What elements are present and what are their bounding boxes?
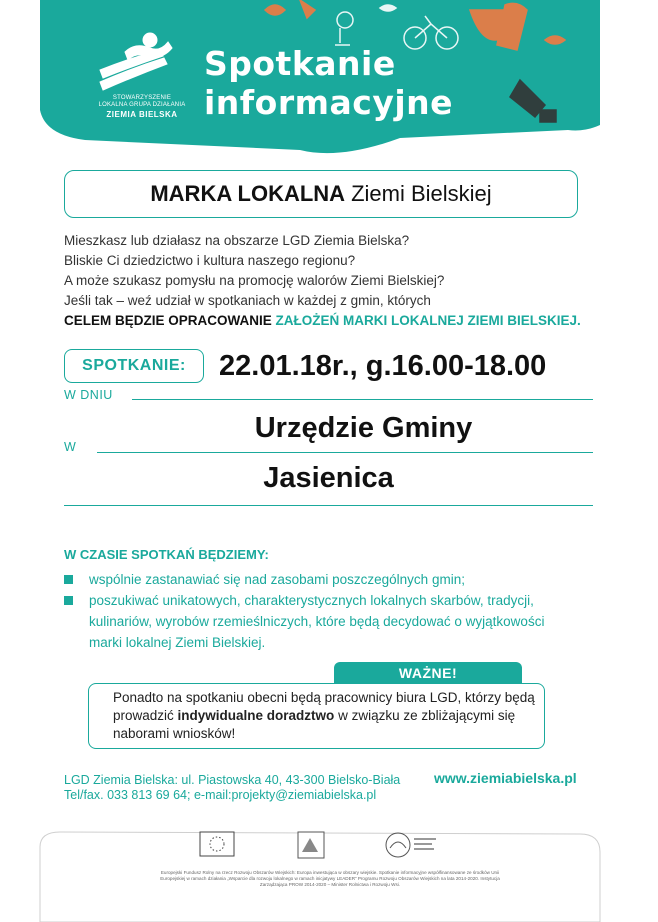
- main-title-bold: MARKA LOKALNA: [150, 181, 346, 206]
- date-label: W DNIU: [64, 388, 113, 402]
- date-underline: [132, 399, 593, 400]
- footer-contact: Tel/fax. 033 813 69 64; e-mail:projekty@ziemiabielska.pl: [64, 788, 377, 802]
- important-box: [88, 683, 545, 749]
- list-item: [64, 590, 579, 653]
- during-list: [64, 569, 579, 653]
- goal-prefix: CELEM BĘDZIE OPRACOWANIE: [64, 313, 272, 328]
- place-underline-2: [64, 505, 593, 506]
- intro-line3: A może szukasz pomysłu na promocję walorów Ziemi Bielskiej?: [64, 273, 445, 288]
- leader-logo-icon: [298, 832, 324, 858]
- meeting-date-value: 22.01.18r., g.16.00-18.00: [219, 350, 547, 382]
- eu-logos-panel: [0, 812, 658, 922]
- meeting-label-box: SPOTKANIE:: [64, 349, 204, 383]
- org-name-block: [92, 95, 192, 120]
- main-title-regular: Ziemi Bielskiej: [351, 181, 492, 206]
- eu-funding-caption: Europejski Fundusz Rolny na rzecz Rozwoju Obszarów Wiejskich: Europa inwestująca w obszary wiejskie. Spotkanie informacyjne współfinansowane ze środków Unii Europejskiej w ramach działania „Wsparcie dla rozwoju lokalnego w ramach inicjatywy LEADER” Programu Rozwoju Obszarów Wiejskich na lata 2014-2020. Instytucja Zarządzająca PROW 2014-2020 – Minister Rolnictwa i Rozwoju Wsi.: [160, 870, 500, 887]
- intro-line2: Bliskie Ci dziedzictwo i kultura naszego regionu?: [64, 253, 356, 268]
- intro-text: [64, 231, 581, 331]
- footer-website-link[interactable]: www.ziemiabielska.pl: [434, 770, 577, 786]
- eu-flag-icon: [200, 832, 234, 856]
- bullet-square-icon: [64, 575, 73, 584]
- goal-highlight: ZAŁOŻEŃ MARKI LOKALNEJ ZIEMI BIELSKIEJ.: [275, 313, 581, 328]
- place-line1: Urzędzie Gminy: [254, 412, 473, 444]
- org-line2: LOKALNA GRUPA DZIAŁANIA: [98, 102, 186, 108]
- main-title-box: [64, 170, 578, 218]
- intro-line4: Jeśli tak – weź udział w spotkaniach w każdej z gmin, których: [64, 293, 431, 308]
- banner-title-line2: informacyjne: [204, 83, 454, 122]
- org-name: ZIEMIA BIELSKA: [106, 110, 178, 119]
- important-text-bold: indywidualne doradztwo: [177, 708, 335, 723]
- important-tab: WAŻNE!: [334, 662, 522, 684]
- prow-logo-icon: [386, 833, 436, 857]
- list-item-text: wspólnie zastanawiać się nad zasobami poszczególnych gmin;: [89, 572, 465, 587]
- banner-title-line1: Spotkanie: [204, 44, 396, 83]
- place-line2: Jasienica: [263, 462, 394, 494]
- intro-line1: Mieszkasz lub działasz na obszarze LGD Ziemia Bielska?: [64, 233, 410, 248]
- place-label: W: [64, 440, 77, 454]
- bullet-square-icon: [64, 596, 73, 605]
- important-text-after: w związku ze zbliżającymi się naborami wniosków!: [113, 708, 516, 741]
- intro-goal: [64, 311, 581, 331]
- footer-address: LGD Ziemia Bielska: ul. Piastowska 40, 43-300 Bielsko-Biała: [64, 773, 401, 787]
- list-item-text: poszukiwać unikatowych, charakterystycznych lokalnych skarbów, tradycji, kulinariów, wyrobów rzemieślniczych, które będą decydować o wyjątkowości marki lokalnej Ziemi Bielskiej.: [89, 593, 545, 650]
- place-underline-1: [97, 452, 593, 453]
- important-text-before: Ponadto na spotkaniu obecni będą pracownicy biura LGD, którzy będą prowadzić: [113, 690, 535, 723]
- list-item: [64, 569, 579, 590]
- footer-address-block: [64, 773, 400, 803]
- during-title: W CZASIE SPOTKAŃ BĘDZIEMY:: [64, 547, 269, 562]
- org-line1: STOWARZYSZENIE: [112, 95, 172, 101]
